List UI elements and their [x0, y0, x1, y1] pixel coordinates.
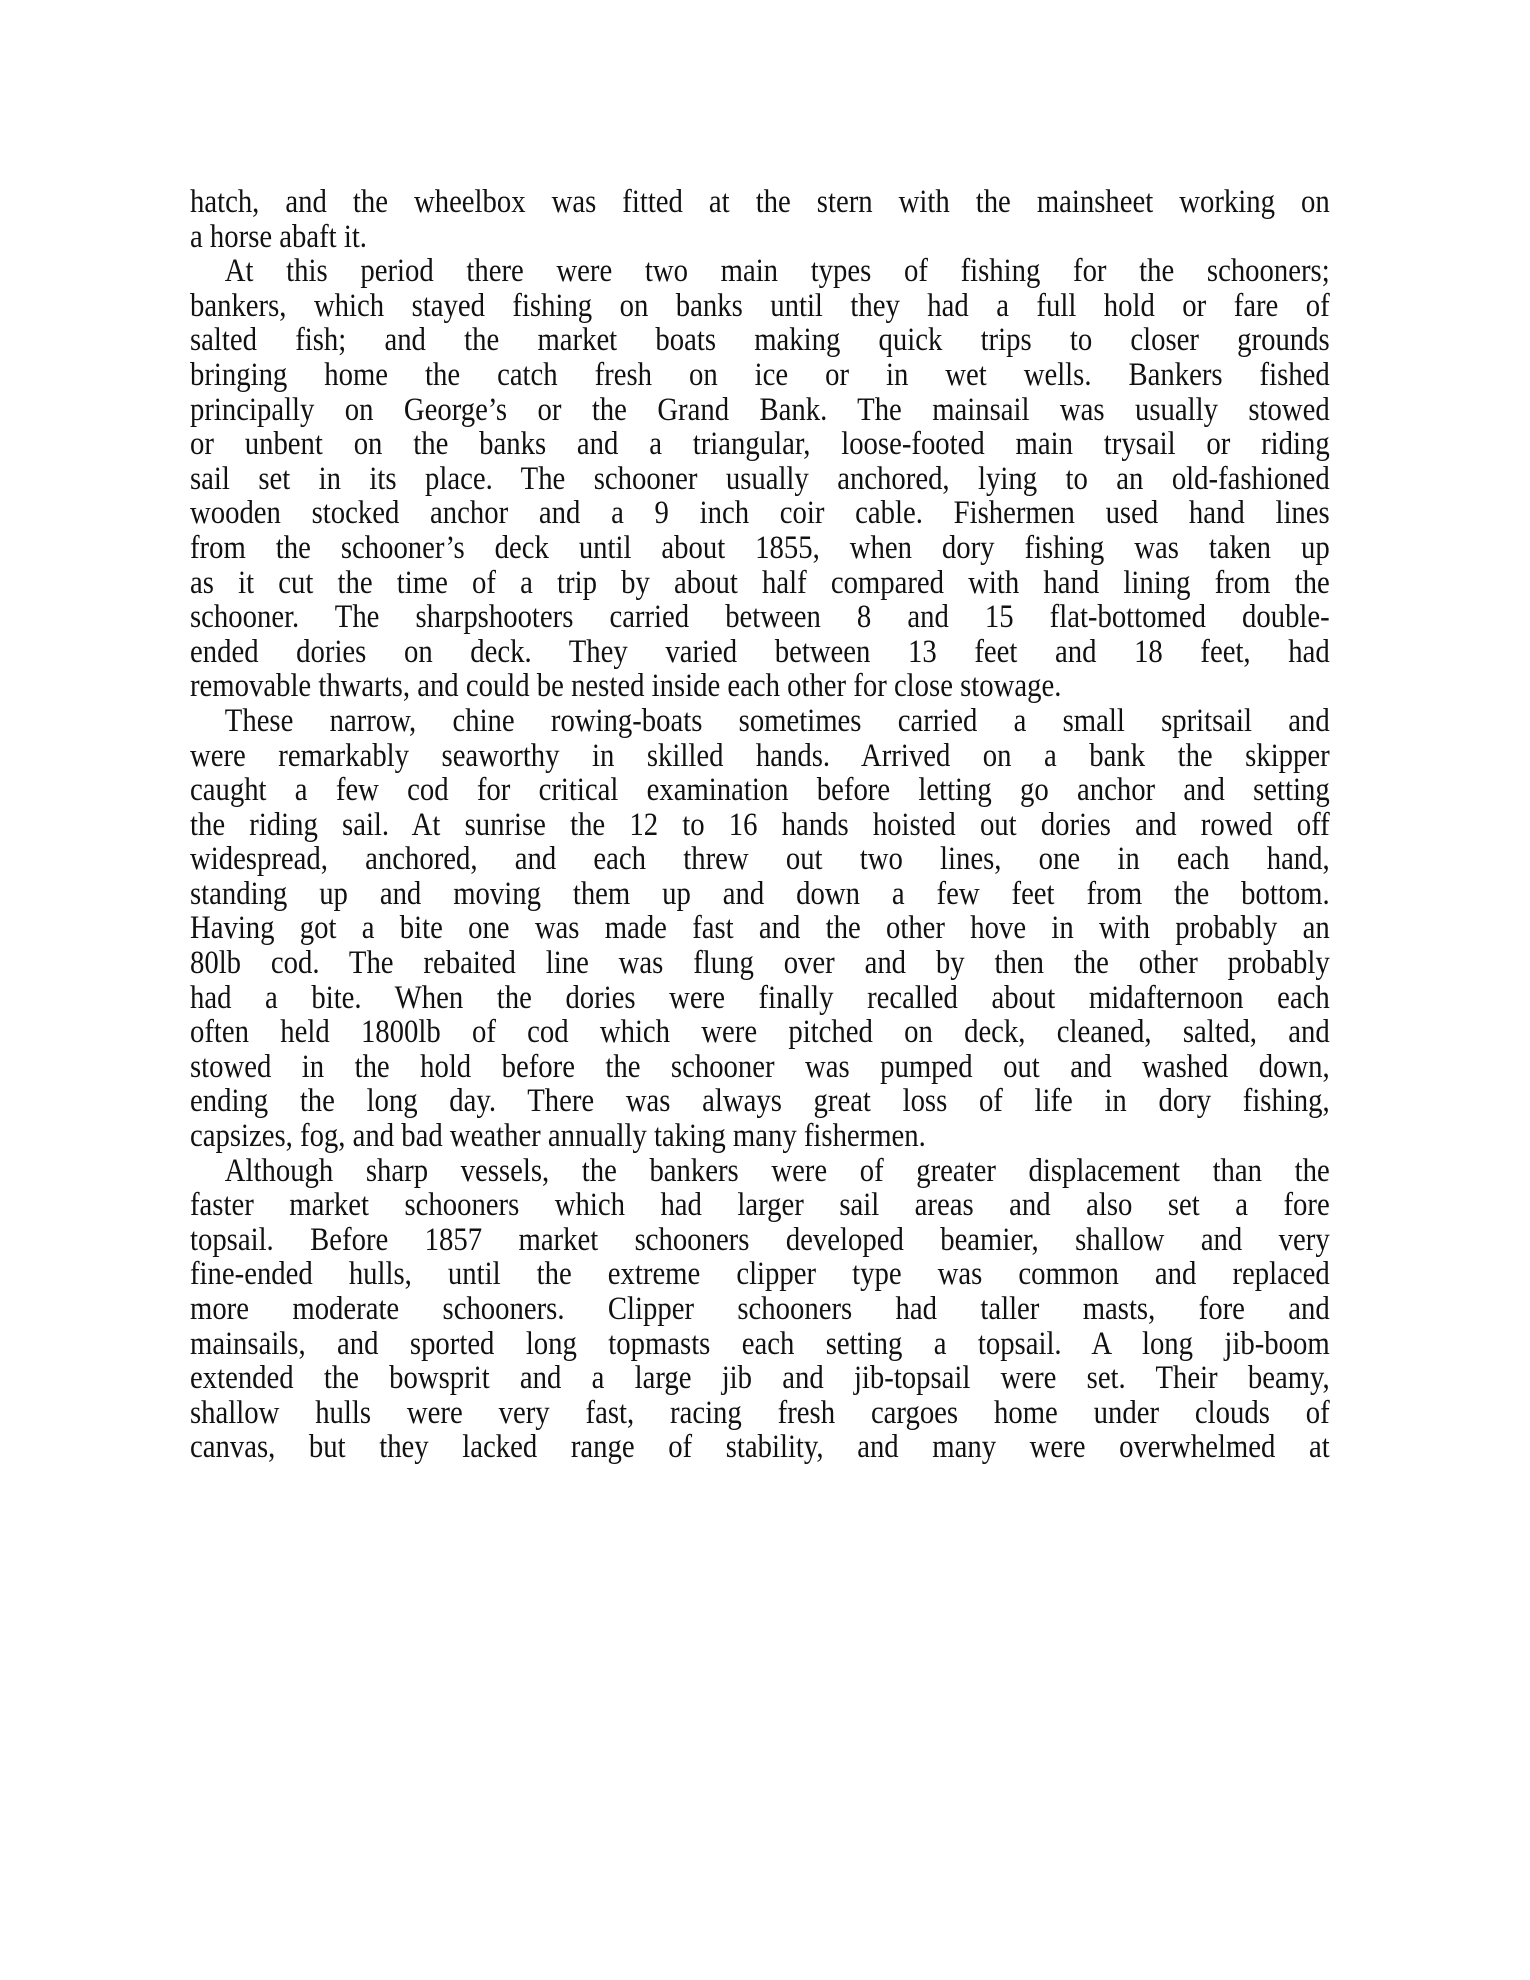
line-text: the riding sail. At sunrise the 12 to 16 hands hoisted out dories and rowed off [190, 806, 1330, 843]
line-text: fine-ended hulls, until the extreme clipper type was common and replaced [190, 1256, 1330, 1293]
line-text: capsizes, fog, and bad weather annually taking many fishermen. [190, 1118, 926, 1155]
line-text: extended the bowsprit and a large jib and jib-topsail were set. Their beamy, [190, 1360, 1330, 1397]
text-line [190, 600, 1330, 635]
text-line [190, 393, 1330, 428]
text-line [190, 566, 1330, 601]
paragraph-first-line [190, 254, 1330, 289]
text-line [190, 946, 1330, 981]
line-text: mainsails, and sported long topmasts each setting a topsail. A long jib-boom [190, 1325, 1330, 1362]
line-text: These narrow, chine rowing-boats sometimes carried a small spritsail and [224, 702, 1330, 739]
line-text: caught a few cod for critical examination before letting go anchor and setting [190, 772, 1330, 809]
text-line [190, 669, 1330, 704]
text-line [190, 1050, 1330, 1085]
text-line [190, 1292, 1330, 1327]
paragraph-first-line [190, 1154, 1330, 1189]
line-text: schooner. The sharpshooters carried between 8 and 15 flat-bottomed double- [190, 599, 1330, 636]
line-text: ending the long day. There was always great loss of life in dory fishing, [190, 1083, 1330, 1120]
line-text: hatch, and the wheelbox was fitted at the stern with the mainsheet working on [190, 184, 1330, 220]
text-line [190, 1396, 1330, 1431]
text-line [190, 1119, 1330, 1154]
line-text: often held 1800lb of cod which were pitched on deck, cleaned, salted, and [190, 1014, 1330, 1051]
text-line [190, 1430, 1330, 1465]
line-text: At this period there were two main types of fishing for the schooners; [224, 253, 1330, 290]
paragraph-first-line [190, 704, 1330, 739]
line-text: from the schooner’s deck until about 1855, when dory fishing was taken up [190, 529, 1330, 566]
text-line [190, 739, 1330, 774]
text-line [190, 1327, 1330, 1362]
text-line [190, 911, 1330, 946]
line-text: stowed in the hold before the schooner was pumped out and washed down, [190, 1048, 1330, 1085]
line-text: Although sharp vessels, the bankers were of greater displacement than the [224, 1152, 1330, 1189]
line-text: sail set in its place. The schooner usually anchored, lying to an old-fashioned [190, 460, 1330, 497]
text-line [190, 323, 1330, 358]
text-line [190, 289, 1330, 324]
line-text: faster market schooners which had larger sail areas and also set a fore [190, 1187, 1330, 1224]
text-line [190, 496, 1330, 531]
text-line [190, 531, 1330, 566]
line-text: as it cut the time of a trip by about half compared with hand lining from the [190, 564, 1330, 601]
line-text: bringing home the catch fresh on ice or in wet wells. Bankers fished [190, 356, 1330, 393]
line-text: shallow hulls were very fast, racing fresh cargoes home under clouds of [190, 1394, 1330, 1431]
text-line [190, 808, 1330, 843]
text-line [190, 1015, 1330, 1050]
line-text: topsail. Before 1857 market schooners developed beamier, shallow and very [190, 1221, 1330, 1258]
text-line [190, 358, 1330, 393]
page-body [190, 185, 1330, 1465]
line-text: Having got a bite one was made fast and the other hove in with probably an [190, 910, 1330, 947]
text-line [190, 220, 1330, 255]
line-text: were remarkably seaworthy in skilled hands. Arrived on a bank the skipper [190, 737, 1330, 774]
line-text: principally on George’s or the Grand Bank. The mainsail was usually stowed [190, 391, 1330, 428]
text-line [190, 427, 1330, 462]
text-line [190, 1223, 1330, 1258]
text-line [190, 1188, 1330, 1223]
line-text: more moderate schooners. Clipper schooners had taller masts, fore and [190, 1291, 1330, 1327]
line-text: 80lb cod. The rebaited line was flung over and by then the other probably [190, 945, 1330, 982]
line-text: ended dories on deck. They varied between 13 feet and 18 feet, had [190, 633, 1330, 670]
line-text: canvas, but they lacked range of stability, and many were overwhelmed at [190, 1429, 1330, 1466]
line-text: widespread, anchored, and each threw out two lines, one in each hand, [190, 841, 1330, 878]
text-line [190, 1084, 1330, 1119]
text-line [190, 185, 1330, 220]
text-line [190, 635, 1330, 670]
line-text: had a bite. When the dories were finally recalled about midafternoon each [190, 979, 1330, 1016]
line-text: bankers, which stayed fishing on banks until they had a full hold or fare of [190, 287, 1330, 324]
line-text: a horse abaft it. [190, 218, 367, 255]
line-text: standing up and moving them up and down a few feet from the bottom. [190, 875, 1330, 912]
line-text: wooden stocked anchor and a 9 inch coir cable. Fishermen used hand lines [190, 495, 1330, 532]
text-line [190, 981, 1330, 1016]
text-line [190, 773, 1330, 808]
line-text: removable thwarts, and could be nested inside each other for close stowage. [190, 668, 1062, 705]
text-line [190, 1361, 1330, 1396]
text-line [190, 842, 1330, 877]
text-line [190, 877, 1330, 912]
text-line [190, 1257, 1330, 1292]
line-text: salted fish; and the market boats making quick trips to closer grounds [190, 322, 1330, 359]
line-text: or unbent on the banks and a triangular, loose-footed main trysail or riding [190, 426, 1330, 463]
text-line [190, 462, 1330, 497]
